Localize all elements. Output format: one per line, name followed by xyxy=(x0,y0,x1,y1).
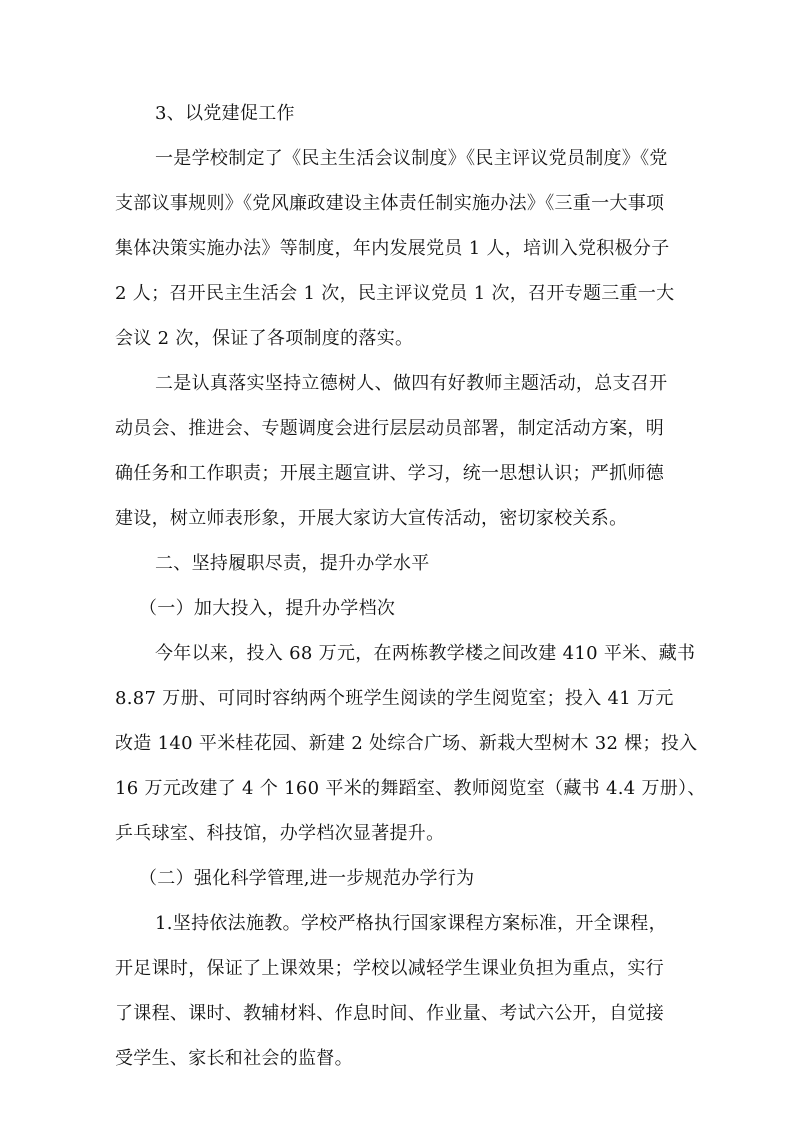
section-heading-duty: 二、坚持履职尽责，提升办学水平 xyxy=(155,553,430,574)
paragraph-2-line-1: 二是认真落实坚持立德树人、做四有好教师主题活动，总支召开 xyxy=(155,373,668,394)
paragraph-2-line-4: 建设，树立师表形象，开展大家访大宣传活动，密切家校关系。 xyxy=(115,508,628,529)
paragraph-4-line-1: 1.坚持依法施教。学校严格执行国家课程方案标准，开全课程， xyxy=(155,913,667,934)
paragraph-3-line-1: 今年以来，投入 68 万元，在两栋教学楼之间改建 410 平米、藏书 xyxy=(155,643,696,664)
paragraph-1-line-3: 集体决策实施办法》等制度，年内发展党员 1 人，培训入党积极分子 xyxy=(115,238,670,259)
paragraph-2-line-3: 确任务和工作职责；开展主题宣讲、学习，统一思想认识；严抓师德 xyxy=(115,463,664,484)
paragraph-1-line-4: 2 人；召开民主生活会 1 次，民主评议党员 1 次，召开专题三重一大 xyxy=(115,283,675,304)
paragraph-4-line-4: 受学生、家长和社会的监督。 xyxy=(115,1048,353,1069)
paragraph-3-line-2: 8.87 万册、可同时容纳两个班学生阅读的学生阅览室；投入 41 万元 xyxy=(115,688,674,709)
paragraph-1-line-5: 会议 2 次，保证了各项制度的落实。 xyxy=(115,328,414,349)
paragraph-3-line-4: 16 万元改建了 4 个 160 平米的舞蹈室、教师阅览室（藏书 4.4 万册）、 xyxy=(115,778,706,799)
section-heading-party-building: 3、以党建促工作 xyxy=(155,103,295,124)
paragraph-1-line-2: 支部议事规则》《党风廉政建设主体责任制实施办法》《三重一大事项 xyxy=(115,193,665,214)
subsection-heading-investment: （一）加大投入，提升办学档次 xyxy=(139,598,396,619)
paragraph-4-line-2: 开足课时，保证了上课效果；学校以减轻学生课业负担为重点，实行 xyxy=(115,958,664,979)
paragraph-2-line-2: 动员会、推进会、专题调度会进行层层动员部署，制定活动方案，明 xyxy=(115,418,664,439)
paragraph-3-line-3: 改造 140 平米桂花园、新建 2 处综合广场、新栽大型树木 32 棵；投入 xyxy=(115,733,698,754)
paragraph-3-line-5: 乒乓球室、科技馆，办学档次显著提升。 xyxy=(115,823,445,844)
paragraph-4-line-3: 了课程、课时、教辅材料、作息时间、作业量、考试六公开，自觉接 xyxy=(115,1003,664,1024)
subsection-heading-management: （二）强化科学管理,进一步规范办学行为 xyxy=(139,868,475,889)
paragraph-1-line-1: 一是学校制定了《民主生活会议制度》《民主评议党员制度》《党 xyxy=(155,148,668,169)
